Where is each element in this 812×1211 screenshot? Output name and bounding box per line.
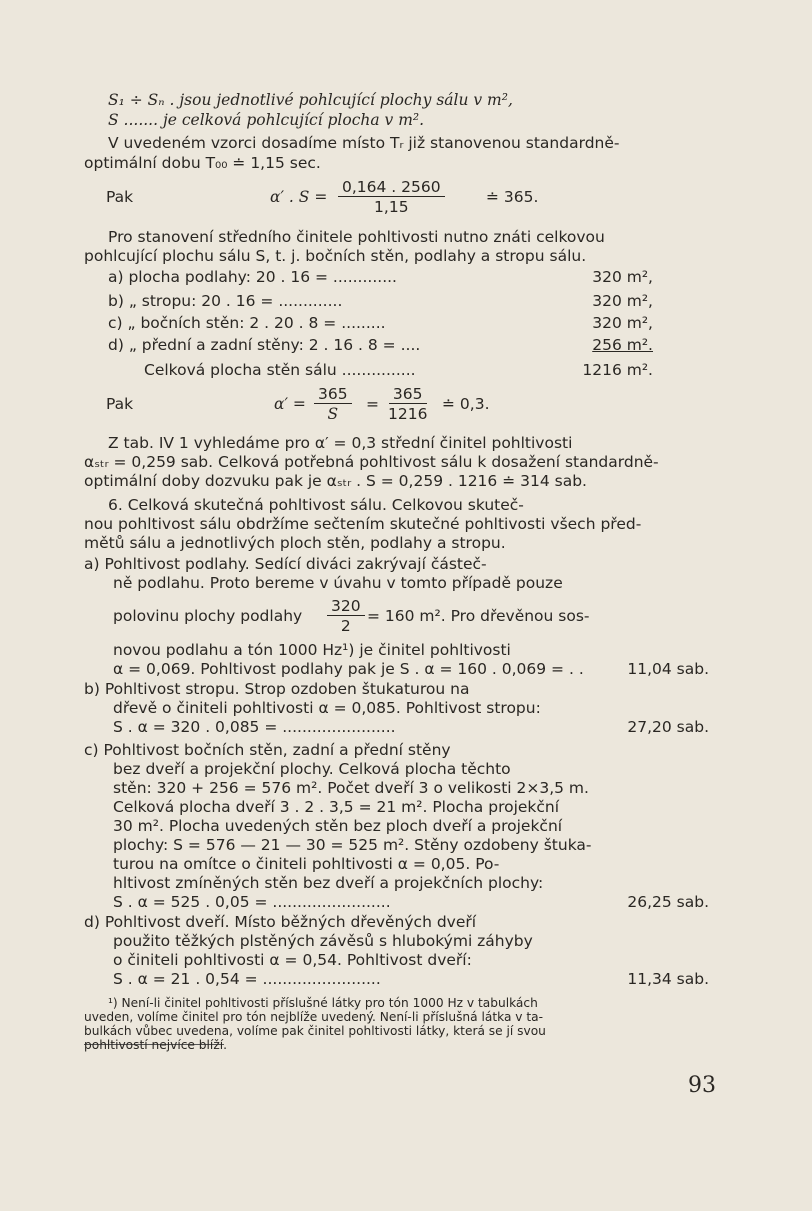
formula-label: Pak — [106, 395, 134, 413]
footnote-line: ¹) Není-li činitel pohltivosti příslušné látky pro tón 1000 Hz v tabulkách — [108, 996, 538, 1010]
text-span: polovinu plochy podlahy — [113, 607, 303, 625]
result-row — [113, 970, 709, 989]
denominator: 1,15 — [374, 198, 409, 216]
row-label: α = 0,069. Pohltivost podlahy pak je S . α = 160 . 0,069 = . . — [113, 660, 584, 678]
text-line-fraction — [113, 597, 773, 637]
text-line: ně podlahu. Proto bereme v úvahu v tomto případě pouze — [113, 574, 563, 592]
formula-fraction — [314, 385, 352, 423]
row-label: S . α = 320 . 0,085 = ....................... — [113, 718, 396, 736]
row-value: 320 m², — [592, 268, 653, 286]
text-line: dřevě o činiteli pohltivosti α = 0,085. Pohltivost stropu: — [113, 699, 541, 717]
text-line: bez dveří a projekční plochy. Celková plocha těchto — [113, 760, 511, 778]
denominator: 2 — [340, 617, 351, 635]
text-line: hltivost zmíněných stěn bez dveří a projekčních plochy: — [113, 874, 544, 892]
text-line: Pro stanovení středního činitele pohltivosti nutno znáti celkovou — [108, 228, 605, 246]
text-line: optimální dobu T₀₀ ≐ 1,15 sec. — [84, 154, 321, 172]
area-row-c — [108, 314, 653, 333]
row-value: 256 m². — [592, 336, 653, 354]
text-line: turou na omítce o činiteli pohltivosti α = 0,05. Po- — [113, 855, 500, 873]
result-row — [113, 718, 709, 737]
text-line: pohlcující plochu sálu S, t. j. bočních stěn, podlahy a stropu sálu. — [84, 247, 587, 265]
numerator: 365 — [314, 385, 352, 404]
footnote-line: pohltivostí nejvíce blíží. — [84, 1038, 227, 1052]
text-line: αₛₜᵣ = 0,259 sab. Celková potřebná pohltivost sálu k dosažení standardně- — [84, 453, 659, 471]
page-number: 93 — [688, 1073, 716, 1098]
row-label: b) „ stropu: 20 . 16 = ............. — [108, 292, 343, 310]
row-value: 320 m², — [592, 314, 653, 332]
text-line: použito těžkých plstěných závěsů s hlubokými záhyby — [113, 932, 533, 950]
inline-fraction — [327, 597, 365, 635]
row-label: c) „ bočních stěn: 2 . 20 . 8 = ......... — [108, 314, 386, 332]
formula-lhs: α′ = — [274, 395, 306, 413]
text-line: mětů sálu a jednotlivých ploch stěn, podlahy a stropu. — [84, 534, 506, 552]
result-row — [113, 660, 709, 679]
formula-lhs: α′ . S = — [270, 188, 328, 206]
text-line: stěn: 320 + 256 = 576 m². Počet dveří 3 o velikosti 2×3,5 m. — [113, 779, 589, 797]
numerator: 0,164 . 2560 — [338, 178, 445, 197]
area-total — [144, 361, 653, 380]
formula-result: ≐ 365. — [486, 188, 539, 206]
denominator: 1216 — [388, 405, 428, 423]
result-row — [113, 893, 709, 912]
subsection-heading: a) Pohltivost podlahy. Sedící diváci zakrývají částeč- — [84, 555, 487, 573]
text-line: optimální doby dozvuku pak je αₛₜᵣ . S = 0,259 . 1216 ≐ 314 sab. — [84, 472, 587, 490]
subsection-heading: b) Pohltivost stropu. Strop ozdoben štukaturou na — [84, 680, 470, 698]
text-line: nou pohltivost sálu obdržíme sečtením skutečné pohltivosti všech před- — [84, 515, 642, 533]
numerator: 365 — [389, 385, 427, 404]
row-label: d) „ přední a zadní stěny: 2 . 16 . 8 = .... — [108, 336, 421, 354]
formula-fraction — [388, 385, 427, 423]
section-heading: 6. Celková skutečná pohltivost sálu. Celkovou skuteč- — [108, 496, 524, 514]
area-row-d — [108, 336, 653, 355]
numerator: 320 — [327, 597, 365, 616]
text-line: Celková plocha dveří 3 . 2 . 3,5 = 21 m². Plocha projekční — [113, 798, 560, 816]
formula-1 — [84, 178, 744, 218]
row-label: Celková plocha stěn sálu ............... — [144, 361, 416, 379]
denominator: S — [327, 405, 339, 423]
text-span: = 160 m². Pro dřevěnou sos- — [367, 607, 590, 625]
formula-2 — [84, 383, 744, 429]
equals-sign: = — [366, 395, 379, 413]
formula-label: Pak — [106, 188, 134, 206]
footnote-line: bulkách vůbec uvedena, volíme pak činitel pohltivosti látky, která se jí svou — [84, 1024, 546, 1038]
text-line: S ....... je celková pohlcující plocha v m². — [108, 111, 425, 129]
row-value: 11,04 sab. — [627, 660, 709, 678]
formula-result: ≐ 0,3. — [442, 395, 490, 413]
subsection-heading: c) Pohltivost bočních stěn, zadní a přední stěny — [84, 741, 451, 759]
text-line: plochy: S = 576 — 21 — 30 = 525 m². Stěny ozdobeny štuka- — [113, 836, 592, 854]
row-value: 27,20 sab. — [627, 718, 709, 736]
row-value: 320 m², — [592, 292, 653, 310]
formula-fraction — [338, 178, 445, 216]
row-value: 11,34 sab. — [627, 970, 709, 988]
text-line: Z tab. IV 1 vyhledáme pro α′ = 0,3 střední činitel pohltivosti — [108, 434, 573, 452]
text-line: S₁ ÷ Sₙ . jsou jednotlivé pohlcující plochy sálu v m², — [108, 91, 513, 109]
area-row-b — [108, 292, 653, 311]
row-label: a) plocha podlahy: 20 . 16 = ............. — [108, 268, 397, 286]
row-label: S . α = 21 . 0,54 = ........................ — [113, 970, 381, 988]
text-line: novou podlahu a tón 1000 Hz¹) je činitel pohltivosti — [113, 641, 511, 659]
row-value: 26,25 sab. — [627, 893, 709, 911]
row-label: S . α = 525 . 0,05 = ........................ — [113, 893, 391, 911]
subsection-heading: d) Pohltivost dveří. Místo běžných dřevěných dveří — [84, 913, 477, 931]
text-line: o činiteli pohltivosti α = 0,54. Pohltivost dveří: — [113, 951, 472, 969]
footnote-line: uveden, volíme činitel pro tón nejblíže uvedený. Není-li příslušná látka v ta- — [84, 1010, 544, 1024]
text-line: 30 m². Plocha uvedených stěn bez ploch dveří a projekční — [113, 817, 563, 835]
area-row-a — [108, 268, 653, 287]
text-line: V uvedeném vzorci dosadíme místo Tᵣ již stanovenou standardně- — [108, 134, 620, 152]
row-value: 1216 m². — [582, 361, 653, 379]
